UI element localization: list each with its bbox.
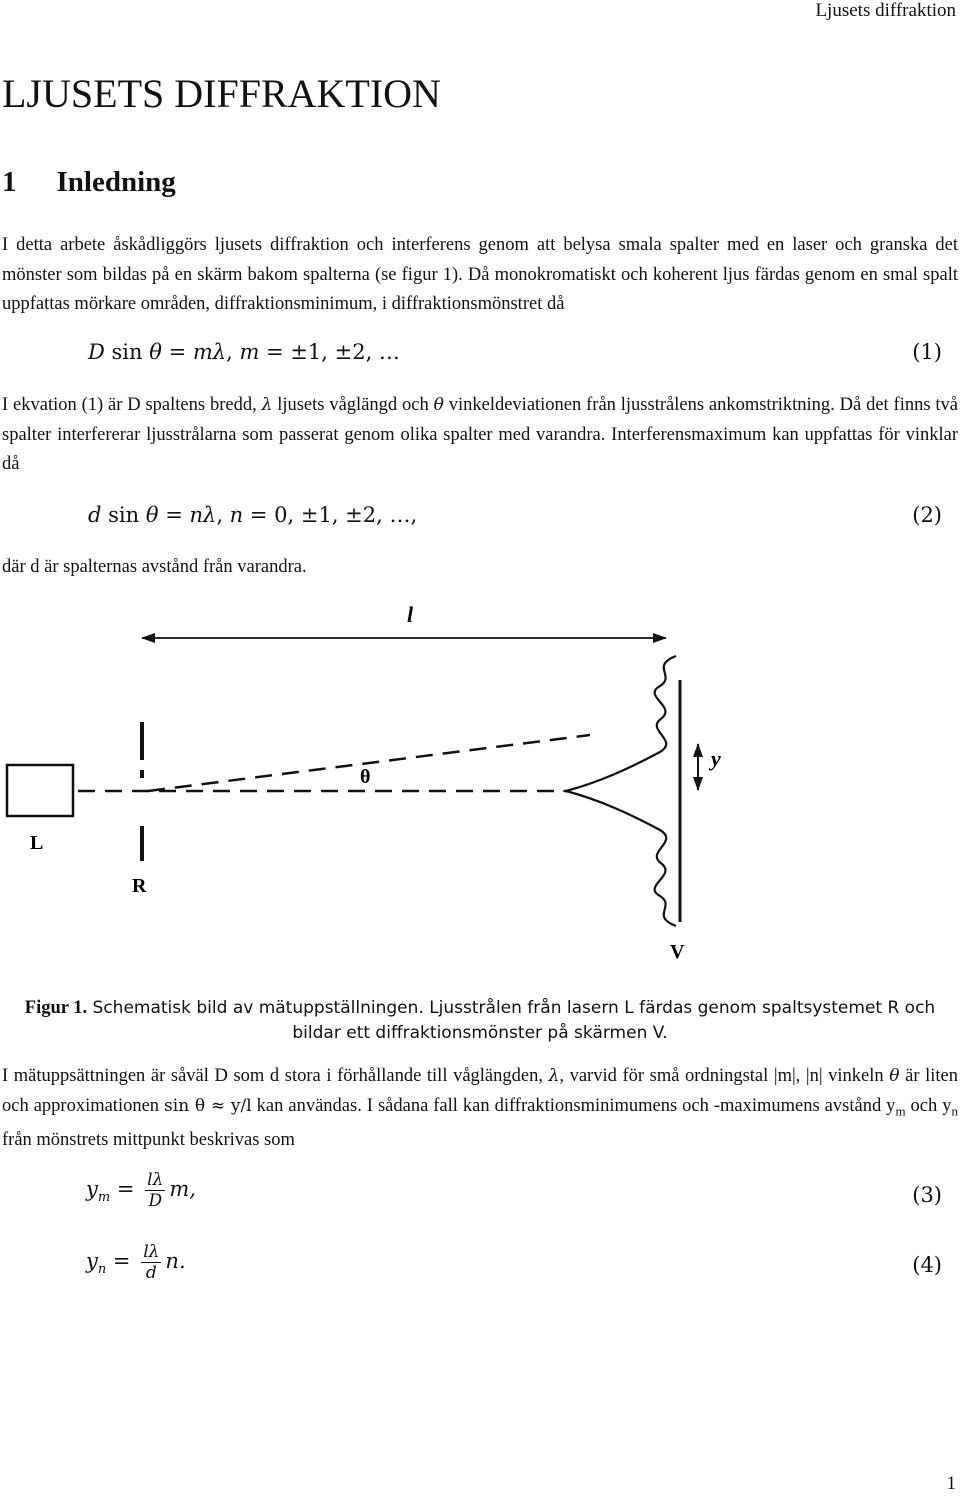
caption-label: Figur 1. <box>24 998 88 1018</box>
eq4-fraction <box>141 1242 161 1283</box>
section-title: Inledning <box>56 166 176 198</box>
equation-1 <box>88 340 400 364</box>
diffraction-pattern <box>566 656 676 926</box>
eq2-values: = 0, ±1, ±2, …, <box>243 503 418 527</box>
label-theta: θ <box>360 766 371 788</box>
eq2-comma: , <box>216 503 230 527</box>
eq2-equals: = <box>158 503 190 527</box>
p2-part-a: I ekvation (1) är D spaltens bredd, <box>2 395 262 415</box>
label-V: V <box>670 941 685 963</box>
eq2-n2: n <box>229 503 244 527</box>
section-number: 1 <box>2 166 17 198</box>
page-number: 1 <box>946 1473 956 1494</box>
label-l: l <box>407 602 414 627</box>
equation-3-number: (3) <box>912 1183 942 1207</box>
eq2-n: n <box>189 503 203 527</box>
eq2-sin: sin <box>108 503 140 527</box>
equation-2 <box>88 503 417 527</box>
eq4-equals: = <box>106 1249 138 1273</box>
p2-theta: θ <box>433 395 444 415</box>
paragraph-3: där d är spalternas avstånd från varandra. <box>2 557 307 577</box>
equation-3 <box>86 1170 196 1211</box>
eq1-m2: m <box>239 340 260 364</box>
eq2-theta: θ <box>145 503 159 527</box>
p4-sub-n: n <box>951 1103 958 1119</box>
eq3-denominator: D <box>148 1191 163 1211</box>
eq2-lambda: λ <box>203 503 217 527</box>
paragraph-2 <box>2 391 958 480</box>
figure-caption <box>2 996 958 1046</box>
setup-diagram <box>0 600 960 972</box>
p4-part-f: från mönstrets mittpunkt beskrivas som <box>2 1129 295 1150</box>
eq4-sub: n <box>97 1262 107 1278</box>
p4-lambda: λ <box>548 1066 560 1086</box>
eq4-rest: n. <box>165 1249 186 1273</box>
eq1-lambda: λ <box>212 340 227 364</box>
eq1-sin: sin <box>111 340 143 364</box>
equation-4-number: (4) <box>912 1253 942 1277</box>
running-header: Ljusets diffraktion <box>815 0 956 21</box>
eq3-numerator: lλ <box>147 1170 164 1190</box>
p2-part-c: vinkeldeviationen från ljusstrålens ankomstriktning. Då det finns två spalter interfererar ljusstrålarna som passerat genom olika spalter med varandra. Interferensmaximum kan uppfattas för vinklar då <box>2 395 958 474</box>
eq1-theta: θ <box>149 340 162 364</box>
document-title: LJUSETS DIFFRAKTION <box>2 71 441 116</box>
eq3-fraction <box>145 1170 165 1211</box>
eq4-numerator: lλ <box>143 1242 160 1262</box>
eq1-m: m <box>192 340 213 364</box>
eq3-equals: = <box>110 1177 142 1201</box>
label-L: L <box>30 832 44 854</box>
eq1-equals: = <box>161 340 193 364</box>
eq4-y: y <box>86 1249 98 1273</box>
p2-lambda: λ <box>261 395 273 415</box>
p4-part-a: I mätuppsättningen är såväl D som d stora i förhållande till våglängden, <box>2 1066 549 1086</box>
paragraph-4 <box>2 1062 958 1155</box>
intro-paragraph: I detta arbete åskådliggörs ljusets diffraktion och interferens genom att belysa smala spalter med en laser och granska det mönster som bildas på en skärm bakom spalterna (se figur 1). Då monokromatiskt och koherent ljus färdas genom en smal spalt uppfattas mörkare områden, diffraktionsminimum, i diffraktionsmönstret då <box>2 235 958 314</box>
p4-part-c: är liten och approximationen <box>2 1066 958 1116</box>
equation-4 <box>86 1242 186 1283</box>
equation-1-number: (1) <box>912 340 942 364</box>
equation-2-number: (2) <box>912 503 942 527</box>
p4-theta: θ <box>889 1066 900 1086</box>
p4-part-b: , varvid för små ordningstal |m|, |n| vinkeln <box>559 1066 890 1086</box>
eq4-denominator: d <box>145 1263 157 1283</box>
eq2-d: d <box>88 503 102 527</box>
eq1-D: D <box>88 340 105 364</box>
label-y: y <box>711 746 721 771</box>
eq3-sub: m <box>97 1190 111 1206</box>
laser-box <box>7 765 73 816</box>
label-R: R <box>132 875 147 897</box>
eq1-values: = ±1, ±2, … <box>259 340 400 364</box>
p4-approximation: sin θ ≈ y/l <box>164 1095 252 1116</box>
eq1-comma: , <box>226 340 240 364</box>
p4-part-d: kan användas. I sådana fall kan diffraktionsminimumens och -maximumens avstånd y <box>251 1095 896 1116</box>
p4-part-e: och y <box>905 1095 952 1116</box>
p2-part-b: ljusets våglängd och <box>272 395 434 415</box>
eq3-y: y <box>86 1177 98 1201</box>
section-heading <box>2 166 176 199</box>
caption-text: Schematisk bild av mätuppställningen. Ljusstrålen från lasern L färdas genom spaltsystemet R och bildar ett diffraktionsmönster på skärmen V. <box>92 998 936 1043</box>
p4-sub-m: m <box>895 1103 906 1119</box>
eq3-rest: m, <box>169 1177 196 1201</box>
